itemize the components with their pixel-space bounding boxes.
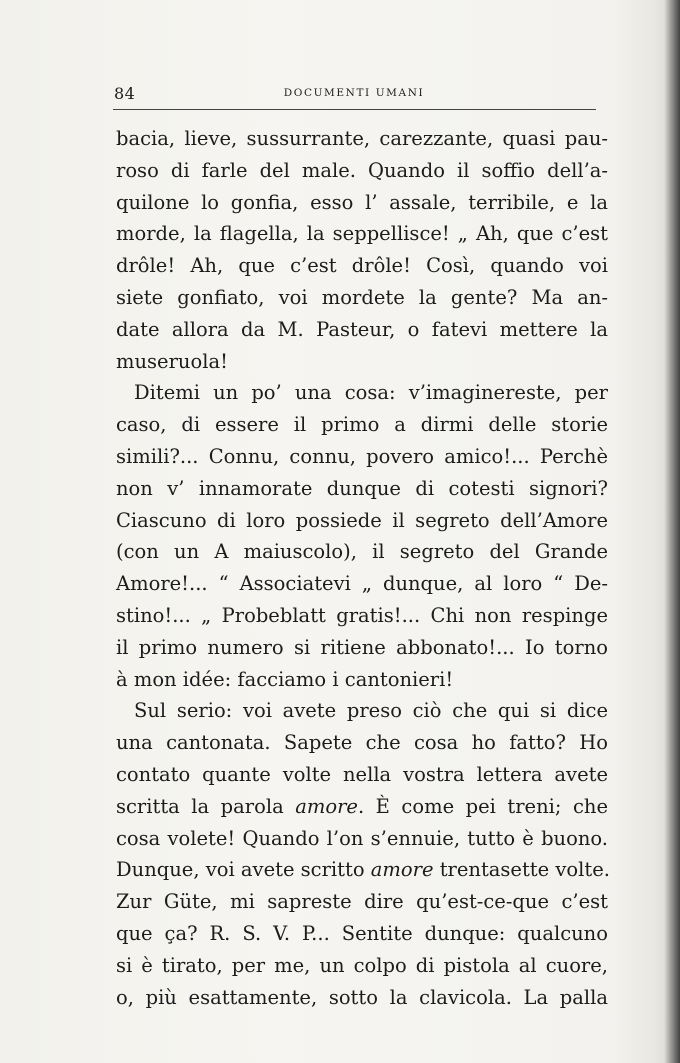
text-line: quilone lo gonfia, esso l’ assale, terribile, e la xyxy=(116,190,608,214)
text-run: Dunque, voi avete scritto xyxy=(116,858,371,882)
text-line-with-italic xyxy=(116,791,608,823)
text-line: roso di farle del male. Quando il soffio dell’a- xyxy=(116,158,608,182)
paragraph-1 xyxy=(116,123,608,377)
text-run: scritta la parola xyxy=(116,794,296,818)
text-line: à mon idée: facciamo i cantonieri! xyxy=(116,667,454,691)
text-run: trentasette volte. xyxy=(433,858,610,882)
paragraph-3 xyxy=(116,695,608,1013)
text-line: Ciascuno di loro possiede il segreto dell’Amore xyxy=(116,508,608,532)
text-line: Amore!... “ Associatevi „ dunque, al loro “ De- xyxy=(116,572,608,596)
text-line: Zur Güte, mi sapreste dire qu’est-ce-que c’est xyxy=(116,890,608,914)
italic-word: amore xyxy=(295,794,358,818)
text-line: contato quante volte nella vostra lettera avete xyxy=(116,762,608,786)
page-header xyxy=(114,84,594,106)
running-title: DOCUMENTI UMANI xyxy=(283,87,425,99)
page-edge-shadow xyxy=(664,0,680,1063)
text-line: o, più esattamente, sotto la clavicola. La palla xyxy=(116,985,608,1009)
page-number: 84 xyxy=(114,84,136,103)
text-line: siete gonfiato, voi mordete la gente? Ma an- xyxy=(116,285,608,309)
text-line: caso, di essere il primo a dirmi delle storie xyxy=(116,413,608,437)
text-line: il primo numero si ritiene abbonato!... Io torno xyxy=(116,635,608,659)
text-line: cosa volete! Quando l’on s’ennuie, tutto è buono. xyxy=(116,826,608,850)
text-line: date allora da M. Pasteur, o fatevi mettere la xyxy=(116,317,608,341)
text-line: si è tirato, per me, un colpo di pistola al cuore, xyxy=(116,953,608,977)
text-line-with-italic xyxy=(116,854,608,886)
paragraph-2 xyxy=(116,377,608,695)
text-line: non v’ innamorate dunque di cotesti signori? xyxy=(116,476,608,500)
text-line: museruola! xyxy=(116,349,228,373)
text-run: . È come pei treni; che xyxy=(357,794,608,818)
body-text xyxy=(116,123,608,1013)
text-line: bacia, lieve, sussurrante, carezzante, quasi pau- xyxy=(116,127,608,150)
text-line: stino!... „ Probeblatt gratis!... Chi non respinge xyxy=(116,603,608,627)
text-line: simili?... Connu, connu, povero amico!... Perchè xyxy=(116,444,608,468)
italic-word: amore xyxy=(370,858,434,882)
text-line: morde, la flagella, la seppellisce! „ Ah, que c’est xyxy=(116,222,608,246)
text-line: una cantonata. Sapete che cosa ho fatto? Ho xyxy=(116,731,608,755)
text-line: (con un A maiuscolo), il segreto del Grande xyxy=(116,540,608,564)
header-rule xyxy=(113,109,596,110)
text-line: drôle! Ah, que c’est drôle! Così, quando voi xyxy=(116,254,608,278)
text-line: que ça? R. S. V. P... Sentite dunque: qualcuno xyxy=(116,921,608,945)
text-line: Ditemi un po’ una cosa: v’imaginereste, per xyxy=(134,381,608,405)
text-line: Sul serio: voi avete preso ciò che qui si dice xyxy=(134,699,608,723)
